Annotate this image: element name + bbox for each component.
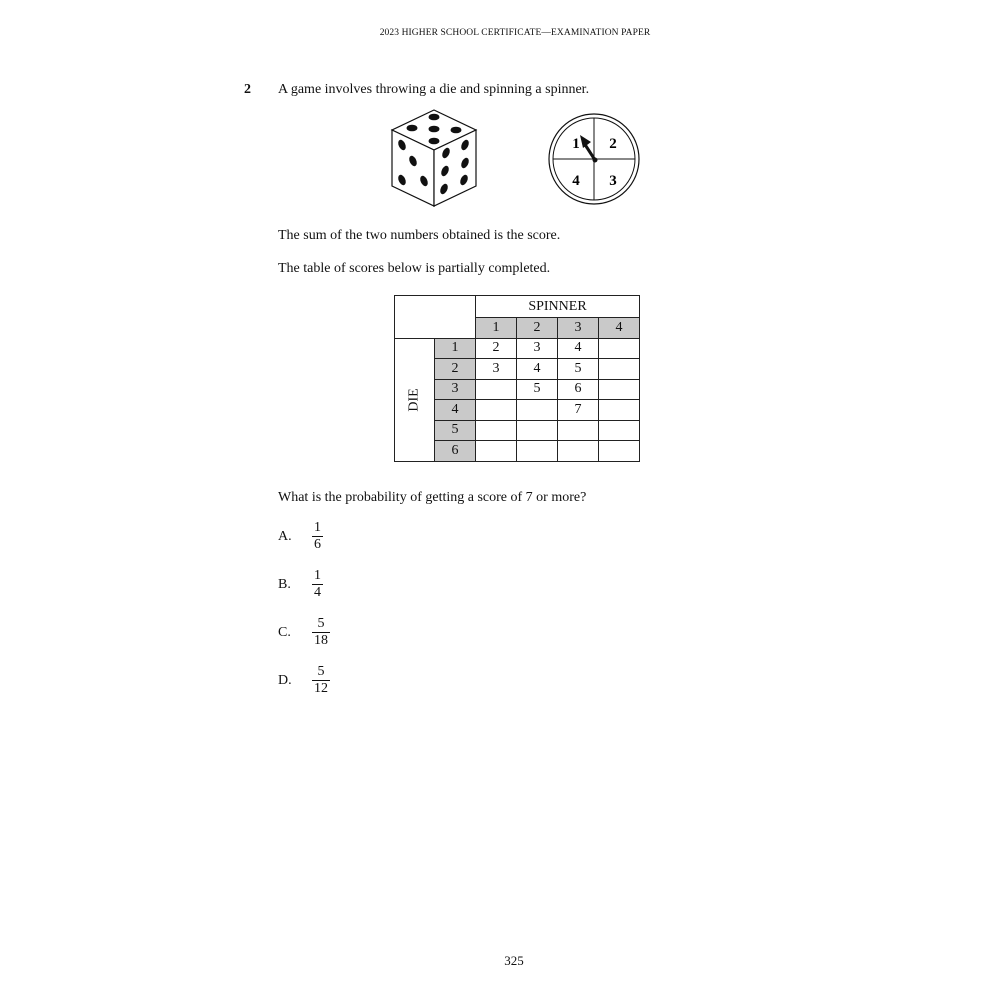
score-cell <box>517 400 558 421</box>
score-cell <box>517 441 558 462</box>
spinner-value: 4 <box>599 318 640 339</box>
score-cell <box>599 338 640 359</box>
score-cell: 3 <box>476 359 517 380</box>
score-table <box>394 295 640 462</box>
score-cell: 4 <box>558 338 599 359</box>
score-cell <box>599 420 640 441</box>
score-cell <box>599 379 640 400</box>
spinner-header: SPINNER <box>476 296 640 318</box>
score-cell: 5 <box>517 379 558 400</box>
score-cell: 6 <box>558 379 599 400</box>
page-number: 325 <box>504 953 524 968</box>
table-corner <box>395 296 476 339</box>
spinner-sector-label: 3 <box>609 173 617 189</box>
score-cell <box>599 400 640 421</box>
score-cell: 3 <box>517 338 558 359</box>
option-letter: C. <box>278 625 291 640</box>
score-cell <box>558 441 599 462</box>
die-value: 4 <box>435 400 476 421</box>
score-cell <box>476 400 517 421</box>
fraction-denominator: 4 <box>314 585 321 600</box>
score-cell <box>476 379 517 400</box>
option-letter: A. <box>278 529 292 544</box>
spinner-value: 1 <box>476 318 517 339</box>
die-value: 5 <box>435 420 476 441</box>
option-fraction <box>312 664 330 697</box>
question-prompt: What is the probability of getting a score of 7 or more? <box>278 490 587 505</box>
option-fraction <box>312 568 323 601</box>
table-statement: The table of scores below is partially completed. <box>278 261 551 276</box>
option-fraction <box>312 616 330 649</box>
die-value: 6 <box>435 441 476 462</box>
spinner-value: 3 <box>558 318 599 339</box>
spinner-value: 2 <box>517 318 558 339</box>
spinner-sector-label: 2 <box>609 136 617 152</box>
fraction-numerator: 1 <box>314 520 321 535</box>
die-value: 1 <box>435 338 476 359</box>
score-cell <box>517 420 558 441</box>
score-cell: 4 <box>517 359 558 380</box>
die-icon <box>392 110 476 206</box>
score-cell <box>476 420 517 441</box>
spinner-sector-label: 1 <box>572 136 580 152</box>
die-value: 3 <box>435 379 476 400</box>
score-cell: 7 <box>558 400 599 421</box>
score-cell: 2 <box>476 338 517 359</box>
question-number: 2 <box>244 82 251 97</box>
score-cell <box>476 441 517 462</box>
score-cell <box>599 359 640 380</box>
fraction-denominator: 18 <box>314 633 328 648</box>
spinner-sector-label: 4 <box>572 173 580 189</box>
option-letter: B. <box>278 577 291 592</box>
question-intro: A game involves throwing a die and spinning a spinner. <box>278 82 590 97</box>
question-figures <box>388 108 648 212</box>
die-label: DIE <box>406 387 422 412</box>
option-fraction <box>312 520 323 553</box>
option-letter: D. <box>278 673 292 688</box>
score-cell <box>558 420 599 441</box>
fraction-numerator: 5 <box>317 616 325 631</box>
die-header <box>395 338 435 461</box>
fraction-numerator: 5 <box>317 664 325 679</box>
fraction-denominator: 6 <box>314 537 321 552</box>
score-cell: 5 <box>558 359 599 380</box>
fraction-numerator: 1 <box>314 568 321 583</box>
fraction-denominator: 12 <box>314 681 328 696</box>
page-header: 2023 HIGHER SCHOOL CERTIFICATE—EXAMINATION PAPER <box>379 28 651 38</box>
die-value: 2 <box>435 359 476 380</box>
score-cell <box>599 441 640 462</box>
sum-statement: The sum of the two numbers obtained is the score. <box>278 228 561 243</box>
spinner-icon <box>549 114 639 204</box>
